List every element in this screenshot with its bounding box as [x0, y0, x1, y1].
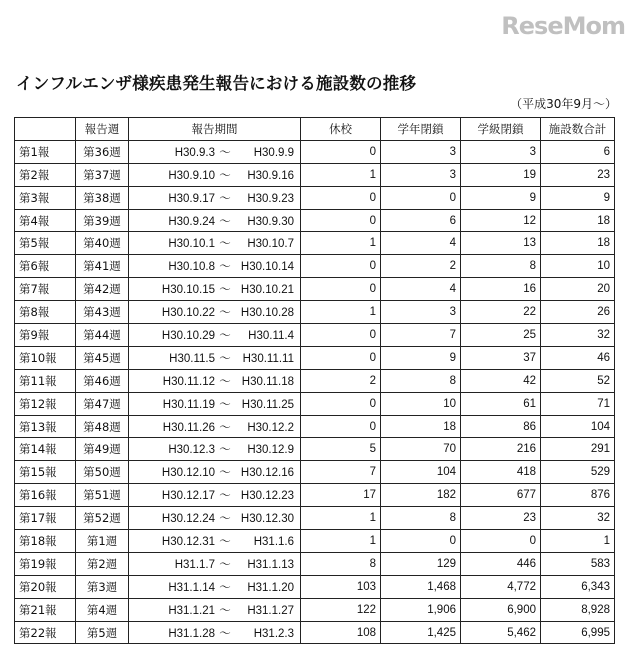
period-separator: ～ [219, 169, 231, 182]
report-number: 第1報 [15, 140, 76, 163]
table-row [15, 461, 615, 484]
header-grade-closure: 学年閉鎖 [381, 118, 461, 141]
table-row [15, 163, 615, 186]
report-number: 第12報 [15, 392, 76, 415]
class-closure-count: 6,900 [461, 598, 541, 621]
grade-closure-count: 3 [381, 140, 461, 163]
report-period [129, 278, 301, 301]
period-separator: ～ [219, 444, 231, 457]
facility-total: 18 [541, 232, 615, 255]
report-period [129, 346, 301, 369]
report-period [129, 186, 301, 209]
report-period [129, 461, 301, 484]
school-closure-count: 0 [301, 209, 381, 232]
period-separator: ～ [219, 490, 231, 503]
period-start: H30.11.5 [169, 352, 215, 365]
report-week: 第2週 [76, 552, 129, 575]
grade-closure-count: 1,468 [381, 575, 461, 598]
facility-count-table [14, 117, 615, 644]
period-separator: ～ [219, 398, 231, 411]
table-row [15, 278, 615, 301]
report-week: 第4週 [76, 598, 129, 621]
report-week: 第36週 [76, 140, 129, 163]
period-end: H30.9.9 [253, 146, 294, 159]
period-start: H30.10.8 [168, 261, 215, 274]
period-separator: ～ [219, 375, 231, 388]
report-week: 第43週 [76, 301, 129, 324]
period-start: H30.10.29 [161, 329, 215, 342]
report-period [129, 575, 301, 598]
school-closure-count: 108 [301, 621, 381, 644]
report-week: 第39週 [76, 209, 129, 232]
report-week: 第51週 [76, 484, 129, 507]
table-row [15, 324, 615, 347]
table-row [15, 346, 615, 369]
school-closure-count: 0 [301, 346, 381, 369]
grade-closure-count: 182 [381, 484, 461, 507]
class-closure-count: 42 [461, 369, 541, 392]
grade-closure-count: 4 [381, 278, 461, 301]
school-closure-count: 1 [301, 232, 381, 255]
period-start: H30.9.17 [168, 192, 215, 205]
facility-total: 32 [541, 324, 615, 347]
school-closure-count: 8 [301, 552, 381, 575]
class-closure-count: 37 [461, 346, 541, 369]
grade-closure-count: 1,425 [381, 621, 461, 644]
report-period [129, 232, 301, 255]
school-closure-count: 5 [301, 438, 381, 461]
report-number: 第6報 [15, 255, 76, 278]
period-end: H30.10.7 [247, 238, 294, 251]
class-closure-count: 4,772 [461, 575, 541, 598]
table-row [15, 301, 615, 324]
period-start: H30.9.24 [168, 215, 215, 228]
page-title: インフルエンザ様疾患発生報告における施設数の推移 [16, 74, 417, 93]
header-class-closure: 学級閉鎖 [461, 118, 541, 141]
report-number: 第17報 [15, 507, 76, 530]
grade-closure-count: 129 [381, 552, 461, 575]
grade-closure-count: 0 [381, 530, 461, 553]
class-closure-count: 216 [461, 438, 541, 461]
period-separator: ～ [219, 261, 231, 274]
period-end: H31.1.20 [247, 581, 294, 594]
period-start: H30.10.15 [161, 284, 215, 297]
report-number: 第7報 [15, 278, 76, 301]
report-week: 第37週 [76, 163, 129, 186]
facility-total: 20 [541, 278, 615, 301]
class-closure-count: 22 [461, 301, 541, 324]
report-week: 第45週 [76, 346, 129, 369]
grade-closure-count: 9 [381, 346, 461, 369]
report-period [129, 324, 301, 347]
period-start: H30.10.22 [161, 307, 215, 320]
facility-total: 71 [541, 392, 615, 415]
grade-closure-count: 1,906 [381, 598, 461, 621]
facility-total: 18 [541, 209, 615, 232]
grade-closure-count: 104 [381, 461, 461, 484]
report-week: 第50週 [76, 461, 129, 484]
facility-total: 529 [541, 461, 615, 484]
period-separator: ～ [219, 604, 231, 617]
facility-total: 9 [541, 186, 615, 209]
report-week: 第42週 [76, 278, 129, 301]
report-week: 第40週 [76, 232, 129, 255]
table-row [15, 575, 615, 598]
school-closure-count: 103 [301, 575, 381, 598]
class-closure-count: 446 [461, 552, 541, 575]
school-closure-count: 2 [301, 369, 381, 392]
class-closure-count: 19 [461, 163, 541, 186]
facility-total: 26 [541, 301, 615, 324]
facility-total: 104 [541, 415, 615, 438]
header-report [15, 118, 76, 141]
period-separator: ～ [219, 627, 231, 640]
report-number: 第5報 [15, 232, 76, 255]
period-start: H31.1.14 [168, 581, 215, 594]
class-closure-count: 8 [461, 255, 541, 278]
report-week: 第48週 [76, 415, 129, 438]
table-row [15, 209, 615, 232]
period-separator: ～ [219, 352, 231, 365]
period-start: H30.12.31 [161, 535, 215, 548]
period-separator: ～ [219, 535, 231, 548]
school-closure-count: 122 [301, 598, 381, 621]
facility-total: 46 [541, 346, 615, 369]
table-row [15, 140, 615, 163]
grade-closure-count: 8 [381, 507, 461, 530]
period-end: H30.9.23 [247, 192, 294, 205]
report-period [129, 140, 301, 163]
facility-total: 6 [541, 140, 615, 163]
report-number: 第15報 [15, 461, 76, 484]
period-start: H30.11.12 [162, 375, 215, 388]
table-row [15, 415, 615, 438]
header-period: 報告期間 [129, 118, 301, 141]
table-row [15, 369, 615, 392]
period-end: H30.10.14 [240, 261, 294, 274]
report-period [129, 552, 301, 575]
report-period [129, 301, 301, 324]
report-period [129, 415, 301, 438]
period-start: H30.9.3 [174, 146, 215, 159]
report-week: 第1週 [76, 530, 129, 553]
period-end: H30.12.16 [240, 467, 294, 480]
period-start: H31.1.21 [168, 604, 215, 617]
period-start: H30.10.1 [168, 238, 215, 251]
report-number: 第21報 [15, 598, 76, 621]
grade-closure-count: 10 [381, 392, 461, 415]
report-week: 第47週 [76, 392, 129, 415]
school-closure-count: 0 [301, 255, 381, 278]
period-separator: ～ [219, 513, 231, 526]
report-number: 第22報 [15, 621, 76, 644]
period-separator: ～ [219, 192, 231, 205]
grade-closure-count: 4 [381, 232, 461, 255]
class-closure-count: 61 [461, 392, 541, 415]
report-period [129, 369, 301, 392]
period-end: H30.11.18 [241, 375, 294, 388]
report-number: 第10報 [15, 346, 76, 369]
report-number: 第8報 [15, 301, 76, 324]
report-week: 第52週 [76, 507, 129, 530]
report-period [129, 163, 301, 186]
school-closure-count: 0 [301, 186, 381, 209]
school-closure-count: 0 [301, 392, 381, 415]
grade-closure-count: 3 [381, 301, 461, 324]
period-end: H31.2.3 [253, 627, 294, 640]
period-start: H30.12.24 [161, 513, 215, 526]
report-week: 第38週 [76, 186, 129, 209]
report-period [129, 484, 301, 507]
table-row [15, 392, 615, 415]
grade-closure-count: 6 [381, 209, 461, 232]
period-end: H31.1.27 [247, 604, 294, 617]
grade-closure-count: 70 [381, 438, 461, 461]
facility-total: 291 [541, 438, 615, 461]
report-week: 第44週 [76, 324, 129, 347]
report-number: 第9報 [15, 324, 76, 347]
period-separator: ～ [219, 307, 231, 320]
class-closure-count: 5,462 [461, 621, 541, 644]
report-period [129, 392, 301, 415]
report-period [129, 621, 301, 644]
report-number: 第14報 [15, 438, 76, 461]
report-period [129, 530, 301, 553]
facility-total: 8,928 [541, 598, 615, 621]
period-end: H30.12.9 [247, 444, 294, 457]
period-start: H31.1.7 [174, 558, 215, 571]
report-number: 第13報 [15, 415, 76, 438]
period-separator: ～ [219, 558, 231, 571]
report-period [129, 598, 301, 621]
facility-total: 1 [541, 530, 615, 553]
table-row [15, 507, 615, 530]
period-end: H30.12.23 [240, 490, 294, 503]
class-closure-count: 25 [461, 324, 541, 347]
school-closure-count: 17 [301, 484, 381, 507]
grade-closure-count: 7 [381, 324, 461, 347]
facility-total: 52 [541, 369, 615, 392]
school-closure-count: 1 [301, 530, 381, 553]
period-end: H30.10.21 [240, 284, 294, 297]
report-number: 第4報 [15, 209, 76, 232]
facility-total: 6,995 [541, 621, 615, 644]
report-week: 第46週 [76, 369, 129, 392]
period-end: H30.12.2 [247, 421, 294, 434]
period-end: H30.9.16 [247, 169, 294, 182]
facility-total: 876 [541, 484, 615, 507]
period-end: H30.10.28 [240, 307, 294, 320]
school-closure-count: 1 [301, 301, 381, 324]
period-start: H30.11.26 [162, 421, 215, 434]
table-header-row [15, 118, 615, 141]
class-closure-count: 9 [461, 186, 541, 209]
class-closure-count: 23 [461, 507, 541, 530]
table-row [15, 530, 615, 553]
facility-total: 583 [541, 552, 615, 575]
report-number: 第16報 [15, 484, 76, 507]
school-closure-count: 0 [301, 415, 381, 438]
report-period [129, 438, 301, 461]
grade-closure-count: 0 [381, 186, 461, 209]
resemom-watermark-logo: ReseMom [501, 12, 625, 40]
period-end: H30.11.4 [248, 329, 294, 342]
class-closure-count: 16 [461, 278, 541, 301]
header-week: 報告週 [76, 118, 129, 141]
period-start: H31.1.28 [168, 627, 215, 640]
facility-total: 6,343 [541, 575, 615, 598]
table-row [15, 598, 615, 621]
table-row [15, 186, 615, 209]
table-row [15, 232, 615, 255]
school-closure-count: 0 [301, 324, 381, 347]
report-week: 第5週 [76, 621, 129, 644]
period-separator: ～ [219, 581, 231, 594]
report-week: 第41週 [76, 255, 129, 278]
grade-closure-count: 8 [381, 369, 461, 392]
table-row [15, 438, 615, 461]
period-end: H30.11.11 [242, 352, 294, 365]
report-number: 第2報 [15, 163, 76, 186]
report-number: 第18報 [15, 530, 76, 553]
header-school-closure: 休校 [301, 118, 381, 141]
period-separator: ～ [219, 467, 231, 480]
period-end: H30.9.30 [247, 215, 294, 228]
period-end: H30.11.25 [241, 398, 294, 411]
period-start: H30.12.3 [168, 444, 215, 457]
period-start: H30.12.17 [161, 490, 215, 503]
period-separator: ～ [219, 329, 231, 342]
class-closure-count: 677 [461, 484, 541, 507]
facility-total: 32 [541, 507, 615, 530]
class-closure-count: 86 [461, 415, 541, 438]
table-row [15, 552, 615, 575]
school-closure-count: 7 [301, 461, 381, 484]
class-closure-count: 13 [461, 232, 541, 255]
report-period [129, 255, 301, 278]
report-period [129, 507, 301, 530]
school-closure-count: 0 [301, 278, 381, 301]
report-number: 第11報 [15, 369, 76, 392]
period-separator: ～ [219, 146, 231, 159]
table-row [15, 255, 615, 278]
class-closure-count: 12 [461, 209, 541, 232]
report-number: 第19報 [15, 552, 76, 575]
table-row [15, 621, 615, 644]
period-start: H30.12.10 [161, 467, 215, 480]
report-week: 第3週 [76, 575, 129, 598]
period-separator: ～ [219, 215, 231, 228]
report-week: 第49週 [76, 438, 129, 461]
school-closure-count: 1 [301, 163, 381, 186]
facility-total: 10 [541, 255, 615, 278]
period-end: H31.1.6 [253, 535, 294, 548]
report-number: 第20報 [15, 575, 76, 598]
class-closure-count: 0 [461, 530, 541, 553]
report-period [129, 209, 301, 232]
period-separator: ～ [219, 284, 231, 297]
period-end: H31.1.13 [247, 558, 294, 571]
grade-closure-count: 18 [381, 415, 461, 438]
grade-closure-count: 3 [381, 163, 461, 186]
class-closure-count: 418 [461, 461, 541, 484]
period-start: H30.11.19 [162, 398, 215, 411]
report-number: 第3報 [15, 186, 76, 209]
class-closure-count: 3 [461, 140, 541, 163]
period-separator: ～ [219, 238, 231, 251]
period-note: （平成30年9月～） [510, 97, 617, 111]
period-separator: ～ [219, 421, 231, 434]
period-end: H30.12.30 [240, 513, 294, 526]
table-row [15, 484, 615, 507]
grade-closure-count: 2 [381, 255, 461, 278]
facility-total: 23 [541, 163, 615, 186]
header-total: 施設数合計 [541, 118, 615, 141]
period-start: H30.9.10 [168, 169, 215, 182]
school-closure-count: 0 [301, 140, 381, 163]
school-closure-count: 1 [301, 507, 381, 530]
